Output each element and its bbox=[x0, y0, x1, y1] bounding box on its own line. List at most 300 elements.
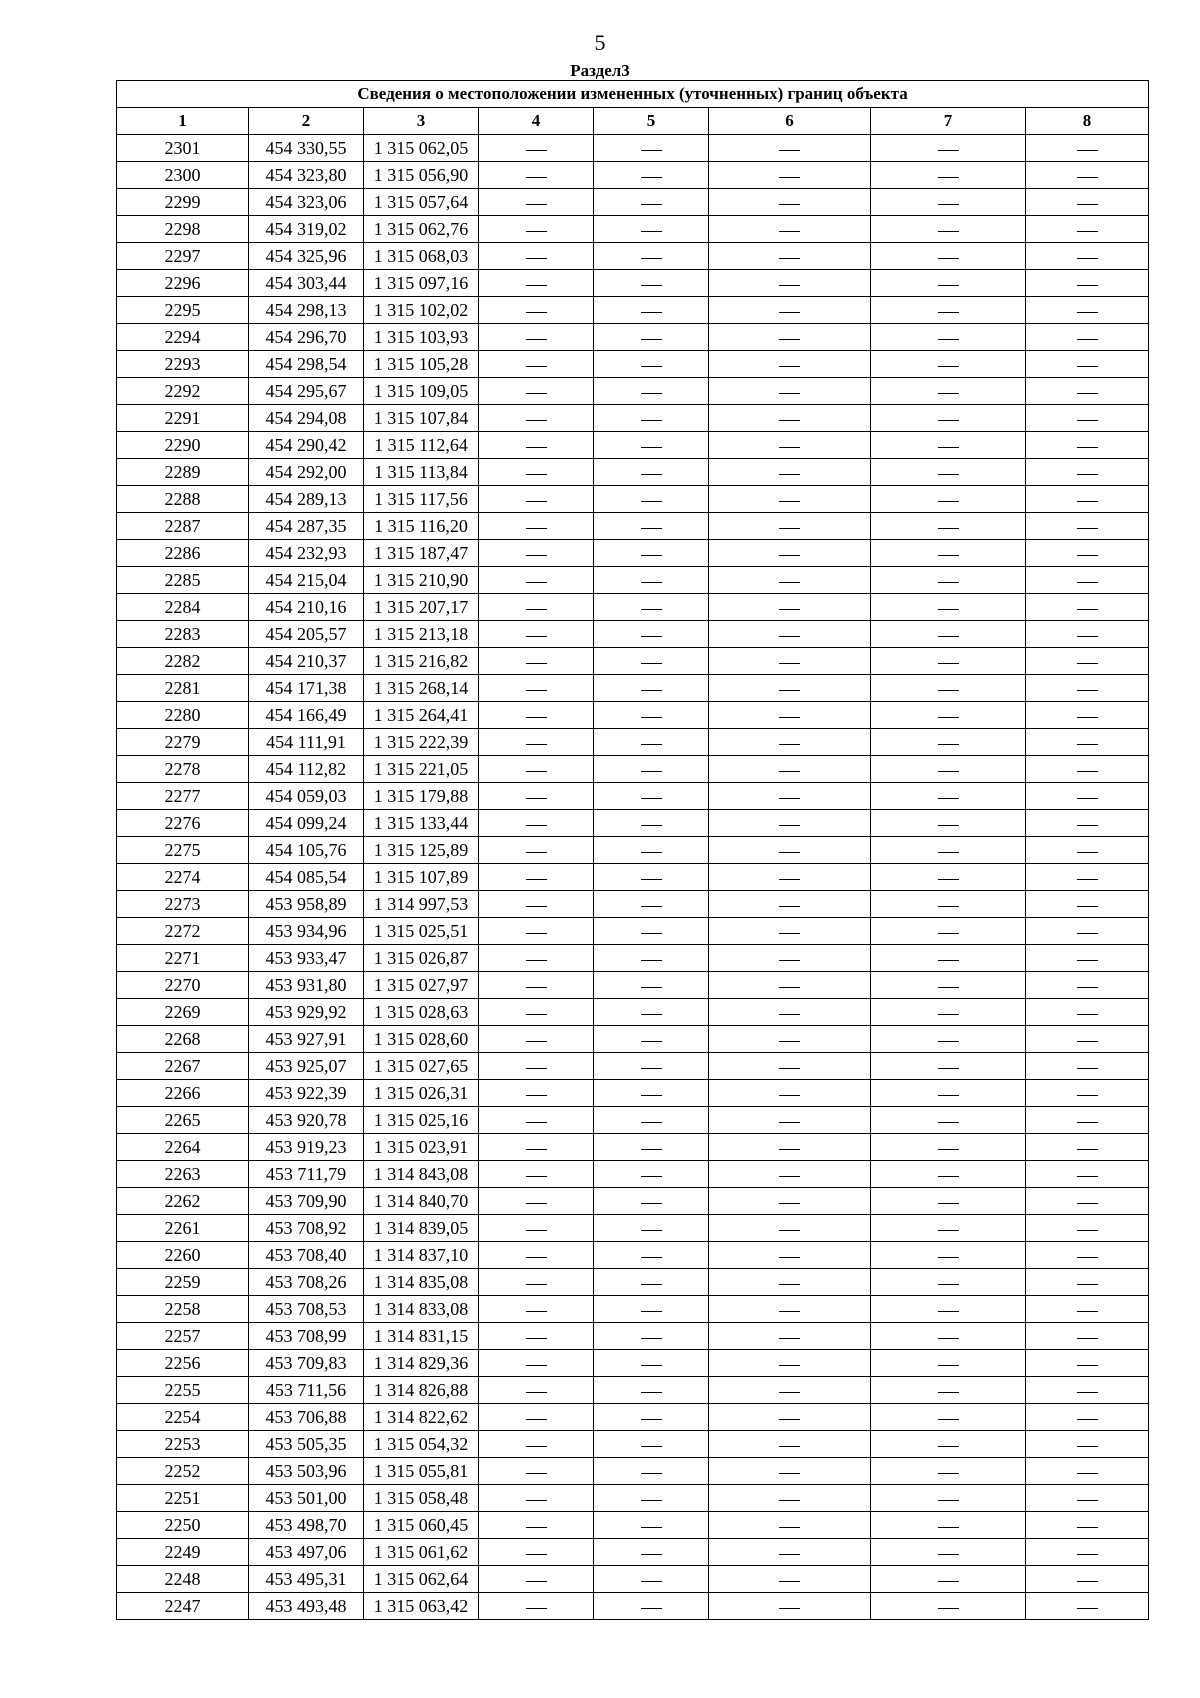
coordinate-y-cell: 1 315 103,93 bbox=[364, 324, 479, 351]
coordinate-x-cell: 453 920,78 bbox=[249, 1107, 364, 1134]
empty-dash bbox=[779, 312, 800, 313]
empty-value-cell bbox=[871, 1215, 1026, 1242]
empty-dash bbox=[526, 1068, 547, 1069]
empty-value-cell bbox=[1026, 648, 1149, 675]
empty-value-cell bbox=[871, 189, 1026, 216]
empty-dash bbox=[779, 1446, 800, 1447]
empty-value-cell bbox=[594, 1485, 709, 1512]
coordinate-x-cell: 454 325,96 bbox=[249, 243, 364, 270]
empty-value-cell bbox=[479, 594, 594, 621]
coordinate-y-cell: 1 315 109,05 bbox=[364, 378, 479, 405]
coordinate-y-cell: 1 315 055,81 bbox=[364, 1458, 479, 1485]
empty-dash bbox=[1077, 960, 1098, 961]
point-number-cell: 2272 bbox=[117, 918, 249, 945]
empty-dash bbox=[779, 960, 800, 961]
empty-value-cell bbox=[479, 810, 594, 837]
empty-dash bbox=[1077, 987, 1098, 988]
empty-dash bbox=[1077, 609, 1098, 610]
empty-value-cell bbox=[1026, 972, 1149, 999]
empty-dash bbox=[1077, 582, 1098, 583]
empty-value-cell bbox=[709, 1512, 871, 1539]
coordinate-y-cell: 1 315 068,03 bbox=[364, 243, 479, 270]
empty-dash bbox=[1077, 420, 1098, 421]
empty-dash bbox=[1077, 312, 1098, 313]
point-number-cell: 2291 bbox=[117, 405, 249, 432]
table-row bbox=[117, 1188, 1149, 1215]
empty-dash bbox=[1077, 177, 1098, 178]
empty-value-cell bbox=[479, 1080, 594, 1107]
empty-dash bbox=[938, 231, 959, 232]
empty-dash bbox=[526, 258, 547, 259]
empty-dash bbox=[779, 1095, 800, 1096]
empty-value-cell bbox=[1026, 189, 1149, 216]
empty-value-cell bbox=[709, 1539, 871, 1566]
coordinate-y-cell: 1 315 025,51 bbox=[364, 918, 479, 945]
empty-dash bbox=[1077, 150, 1098, 151]
empty-dash bbox=[938, 582, 959, 583]
empty-dash bbox=[526, 987, 547, 988]
empty-dash bbox=[526, 582, 547, 583]
empty-dash bbox=[938, 717, 959, 718]
coordinate-y-cell: 1 315 023,91 bbox=[364, 1134, 479, 1161]
table-row bbox=[117, 189, 1149, 216]
empty-dash bbox=[779, 1041, 800, 1042]
coordinate-x-cell: 454 215,04 bbox=[249, 567, 364, 594]
empty-dash bbox=[1077, 1041, 1098, 1042]
point-number-cell: 2251 bbox=[117, 1485, 249, 1512]
point-number-cell: 2284 bbox=[117, 594, 249, 621]
empty-value-cell bbox=[479, 1404, 594, 1431]
point-number-cell: 2286 bbox=[117, 540, 249, 567]
coordinate-y-cell: 1 314 826,88 bbox=[364, 1377, 479, 1404]
empty-value-cell bbox=[479, 540, 594, 567]
coordinate-x-cell: 453 493,48 bbox=[249, 1593, 364, 1620]
empty-value-cell bbox=[709, 891, 871, 918]
empty-dash bbox=[779, 1527, 800, 1528]
table-row bbox=[117, 756, 1149, 783]
empty-value-cell bbox=[709, 1269, 871, 1296]
table-row bbox=[117, 864, 1149, 891]
empty-dash bbox=[1077, 1473, 1098, 1474]
table-row bbox=[117, 351, 1149, 378]
empty-dash bbox=[641, 1014, 662, 1015]
coordinate-x-cell: 454 296,70 bbox=[249, 324, 364, 351]
empty-value-cell bbox=[479, 1242, 594, 1269]
empty-dash bbox=[1077, 1311, 1098, 1312]
empty-value-cell bbox=[1026, 783, 1149, 810]
empty-value-cell bbox=[479, 216, 594, 243]
table-row bbox=[117, 1485, 1149, 1512]
empty-value-cell bbox=[1026, 1404, 1149, 1431]
empty-dash bbox=[526, 312, 547, 313]
empty-dash bbox=[938, 447, 959, 448]
coordinate-y-cell: 1 315 268,14 bbox=[364, 675, 479, 702]
empty-dash bbox=[938, 420, 959, 421]
column-header-7: 7 bbox=[871, 108, 1026, 135]
coordinate-y-cell: 1 314 843,08 bbox=[364, 1161, 479, 1188]
empty-dash bbox=[938, 1122, 959, 1123]
empty-value-cell bbox=[1026, 432, 1149, 459]
empty-dash bbox=[1077, 1392, 1098, 1393]
empty-value-cell bbox=[871, 1296, 1026, 1323]
coordinate-x-cell: 454 210,37 bbox=[249, 648, 364, 675]
empty-dash bbox=[641, 825, 662, 826]
empty-dash bbox=[641, 852, 662, 853]
empty-dash bbox=[938, 393, 959, 394]
coordinate-x-cell: 454 330,55 bbox=[249, 135, 364, 162]
point-number-cell: 2295 bbox=[117, 297, 249, 324]
empty-dash bbox=[1077, 393, 1098, 394]
empty-value-cell bbox=[479, 621, 594, 648]
empty-dash bbox=[779, 393, 800, 394]
empty-dash bbox=[526, 501, 547, 502]
coordinate-y-cell: 1 315 028,63 bbox=[364, 999, 479, 1026]
empty-value-cell bbox=[871, 243, 1026, 270]
empty-value-cell bbox=[1026, 864, 1149, 891]
column-header-6: 6 bbox=[709, 108, 871, 135]
empty-value-cell bbox=[871, 297, 1026, 324]
empty-dash bbox=[1077, 1581, 1098, 1582]
coordinate-x-cell: 454 323,06 bbox=[249, 189, 364, 216]
empty-dash bbox=[938, 609, 959, 610]
empty-value-cell bbox=[1026, 216, 1149, 243]
table-row bbox=[117, 783, 1149, 810]
empty-value-cell bbox=[709, 486, 871, 513]
empty-dash bbox=[779, 1203, 800, 1204]
empty-value-cell bbox=[709, 702, 871, 729]
empty-value-cell bbox=[1026, 1512, 1149, 1539]
empty-value-cell bbox=[479, 1485, 594, 1512]
coordinate-x-cell: 453 708,99 bbox=[249, 1323, 364, 1350]
empty-value-cell bbox=[594, 135, 709, 162]
empty-dash bbox=[779, 609, 800, 610]
empty-dash bbox=[779, 1068, 800, 1069]
empty-value-cell bbox=[594, 1161, 709, 1188]
empty-value-cell bbox=[709, 1134, 871, 1161]
empty-value-cell bbox=[479, 918, 594, 945]
coordinate-y-cell: 1 315 102,02 bbox=[364, 297, 479, 324]
point-number-cell: 2263 bbox=[117, 1161, 249, 1188]
table-row bbox=[117, 1053, 1149, 1080]
empty-value-cell bbox=[479, 1134, 594, 1161]
empty-value-cell bbox=[594, 459, 709, 486]
empty-value-cell bbox=[479, 783, 594, 810]
empty-value-cell bbox=[709, 162, 871, 189]
empty-value-cell bbox=[594, 1512, 709, 1539]
empty-dash bbox=[1077, 1419, 1098, 1420]
empty-dash bbox=[1077, 879, 1098, 880]
point-number-cell: 2282 bbox=[117, 648, 249, 675]
empty-dash bbox=[938, 1284, 959, 1285]
coordinate-x-cell: 454 099,24 bbox=[249, 810, 364, 837]
point-number-cell: 2293 bbox=[117, 351, 249, 378]
empty-value-cell bbox=[1026, 270, 1149, 297]
table-row bbox=[117, 837, 1149, 864]
empty-dash bbox=[938, 744, 959, 745]
empty-value-cell bbox=[594, 189, 709, 216]
empty-value-cell bbox=[479, 1296, 594, 1323]
table-row bbox=[117, 1134, 1149, 1161]
table-row bbox=[117, 513, 1149, 540]
empty-dash bbox=[779, 1473, 800, 1474]
empty-value-cell bbox=[479, 270, 594, 297]
empty-value-cell bbox=[709, 945, 871, 972]
empty-dash bbox=[1077, 1500, 1098, 1501]
empty-dash bbox=[641, 1608, 662, 1609]
coordinate-x-cell: 453 503,96 bbox=[249, 1458, 364, 1485]
empty-dash bbox=[779, 1230, 800, 1231]
coordinate-y-cell: 1 314 831,15 bbox=[364, 1323, 479, 1350]
empty-value-cell bbox=[1026, 405, 1149, 432]
empty-dash bbox=[526, 1554, 547, 1555]
empty-dash bbox=[938, 987, 959, 988]
empty-dash bbox=[526, 1095, 547, 1096]
empty-dash bbox=[938, 1608, 959, 1609]
empty-value-cell bbox=[871, 1161, 1026, 1188]
table-row bbox=[117, 729, 1149, 756]
empty-value-cell bbox=[594, 1269, 709, 1296]
point-number-cell: 2257 bbox=[117, 1323, 249, 1350]
empty-value-cell bbox=[594, 594, 709, 621]
point-number-cell: 2247 bbox=[117, 1593, 249, 1620]
empty-value-cell bbox=[1026, 1242, 1149, 1269]
empty-dash bbox=[526, 663, 547, 664]
empty-dash bbox=[641, 744, 662, 745]
empty-value-cell bbox=[479, 1107, 594, 1134]
empty-dash bbox=[1077, 204, 1098, 205]
empty-value-cell bbox=[871, 1431, 1026, 1458]
empty-value-cell bbox=[709, 243, 871, 270]
point-number-cell: 2262 bbox=[117, 1188, 249, 1215]
empty-dash bbox=[779, 339, 800, 340]
coordinate-y-cell: 1 315 025,16 bbox=[364, 1107, 479, 1134]
empty-dash bbox=[779, 906, 800, 907]
point-number-cell: 2269 bbox=[117, 999, 249, 1026]
empty-value-cell bbox=[479, 297, 594, 324]
table-header-row bbox=[117, 108, 1149, 135]
coordinate-x-cell: 453 711,56 bbox=[249, 1377, 364, 1404]
table-row bbox=[117, 1539, 1149, 1566]
empty-dash bbox=[779, 663, 800, 664]
empty-value-cell bbox=[479, 1026, 594, 1053]
empty-value-cell bbox=[1026, 243, 1149, 270]
empty-value-cell bbox=[709, 729, 871, 756]
empty-value-cell bbox=[594, 891, 709, 918]
empty-value-cell bbox=[594, 297, 709, 324]
empty-value-cell bbox=[1026, 567, 1149, 594]
empty-value-cell bbox=[709, 189, 871, 216]
empty-value-cell bbox=[594, 675, 709, 702]
empty-dash bbox=[641, 1581, 662, 1582]
empty-value-cell bbox=[709, 1404, 871, 1431]
empty-value-cell bbox=[871, 1566, 1026, 1593]
empty-dash bbox=[526, 1203, 547, 1204]
coordinate-x-cell: 454 290,42 bbox=[249, 432, 364, 459]
empty-value-cell bbox=[1026, 297, 1149, 324]
empty-dash bbox=[641, 690, 662, 691]
empty-dash bbox=[526, 609, 547, 610]
coordinate-y-cell: 1 315 105,28 bbox=[364, 351, 479, 378]
table-row bbox=[117, 243, 1149, 270]
empty-value-cell bbox=[871, 1404, 1026, 1431]
coordinate-y-cell: 1 315 061,62 bbox=[364, 1539, 479, 1566]
empty-dash bbox=[779, 1608, 800, 1609]
empty-value-cell bbox=[1026, 1377, 1149, 1404]
empty-value-cell bbox=[871, 378, 1026, 405]
coordinate-x-cell: 453 919,23 bbox=[249, 1134, 364, 1161]
table-row bbox=[117, 675, 1149, 702]
empty-value-cell bbox=[709, 1593, 871, 1620]
empty-dash bbox=[1077, 1176, 1098, 1177]
empty-value-cell bbox=[871, 729, 1026, 756]
point-number-cell: 2296 bbox=[117, 270, 249, 297]
empty-dash bbox=[779, 636, 800, 637]
point-number-cell: 2258 bbox=[117, 1296, 249, 1323]
empty-dash bbox=[641, 582, 662, 583]
empty-dash bbox=[938, 1446, 959, 1447]
empty-value-cell bbox=[479, 513, 594, 540]
empty-value-cell bbox=[479, 1458, 594, 1485]
table-row bbox=[117, 918, 1149, 945]
coordinate-y-cell: 1 315 026,87 bbox=[364, 945, 479, 972]
empty-dash bbox=[779, 798, 800, 799]
empty-dash bbox=[938, 501, 959, 502]
empty-value-cell bbox=[1026, 1458, 1149, 1485]
empty-value-cell bbox=[479, 1512, 594, 1539]
empty-value-cell bbox=[709, 135, 871, 162]
coordinate-x-cell: 453 501,00 bbox=[249, 1485, 364, 1512]
empty-dash bbox=[526, 420, 547, 421]
empty-value-cell bbox=[709, 1485, 871, 1512]
empty-dash bbox=[526, 447, 547, 448]
empty-value-cell bbox=[594, 1296, 709, 1323]
empty-dash bbox=[1077, 1230, 1098, 1231]
empty-value-cell bbox=[594, 432, 709, 459]
empty-value-cell bbox=[479, 1566, 594, 1593]
empty-value-cell bbox=[709, 621, 871, 648]
empty-dash bbox=[641, 420, 662, 421]
point-number-cell: 2249 bbox=[117, 1539, 249, 1566]
empty-dash bbox=[526, 1392, 547, 1393]
empty-dash bbox=[641, 1230, 662, 1231]
coordinate-x-cell: 453 927,91 bbox=[249, 1026, 364, 1053]
coordinate-y-cell: 1 315 028,60 bbox=[364, 1026, 479, 1053]
empty-dash bbox=[938, 1149, 959, 1150]
empty-value-cell bbox=[594, 1080, 709, 1107]
empty-dash bbox=[641, 312, 662, 313]
empty-dash bbox=[526, 1284, 547, 1285]
empty-dash bbox=[938, 1500, 959, 1501]
empty-value-cell bbox=[871, 162, 1026, 189]
empty-value-cell bbox=[479, 459, 594, 486]
point-number-cell: 2288 bbox=[117, 486, 249, 513]
point-number-cell: 2283 bbox=[117, 621, 249, 648]
table-row bbox=[117, 378, 1149, 405]
table-row bbox=[117, 1242, 1149, 1269]
empty-dash bbox=[526, 1257, 547, 1258]
coordinate-x-cell: 454 166,49 bbox=[249, 702, 364, 729]
empty-value-cell bbox=[479, 1161, 594, 1188]
coordinate-x-cell: 453 934,96 bbox=[249, 918, 364, 945]
empty-value-cell bbox=[871, 405, 1026, 432]
empty-dash bbox=[641, 987, 662, 988]
empty-dash bbox=[641, 393, 662, 394]
empty-dash bbox=[1077, 258, 1098, 259]
empty-dash bbox=[641, 339, 662, 340]
empty-dash bbox=[1077, 555, 1098, 556]
empty-dash bbox=[779, 879, 800, 880]
empty-dash bbox=[641, 555, 662, 556]
empty-value-cell bbox=[871, 1080, 1026, 1107]
table-row bbox=[117, 1431, 1149, 1458]
empty-value-cell bbox=[594, 1377, 709, 1404]
empty-value-cell bbox=[594, 999, 709, 1026]
empty-value-cell bbox=[709, 513, 871, 540]
point-number-cell: 2298 bbox=[117, 216, 249, 243]
table-row bbox=[117, 405, 1149, 432]
coordinate-y-cell: 1 315 264,41 bbox=[364, 702, 479, 729]
table-row bbox=[117, 1323, 1149, 1350]
empty-value-cell bbox=[479, 702, 594, 729]
table-row bbox=[117, 1566, 1149, 1593]
empty-dash bbox=[526, 366, 547, 367]
empty-value-cell bbox=[479, 972, 594, 999]
empty-dash bbox=[938, 1203, 959, 1204]
empty-value-cell bbox=[479, 1377, 594, 1404]
empty-dash bbox=[1077, 1122, 1098, 1123]
empty-value-cell bbox=[871, 594, 1026, 621]
table-row bbox=[117, 1377, 1149, 1404]
empty-value-cell bbox=[709, 1323, 871, 1350]
empty-value-cell bbox=[1026, 810, 1149, 837]
empty-dash bbox=[526, 1230, 547, 1231]
empty-value-cell bbox=[709, 918, 871, 945]
empty-value-cell bbox=[709, 810, 871, 837]
empty-value-cell bbox=[1026, 1593, 1149, 1620]
empty-value-cell bbox=[479, 756, 594, 783]
empty-dash bbox=[641, 285, 662, 286]
empty-dash bbox=[779, 1014, 800, 1015]
coordinate-y-cell: 1 315 062,64 bbox=[364, 1566, 479, 1593]
empty-value-cell bbox=[871, 567, 1026, 594]
empty-dash bbox=[526, 1149, 547, 1150]
coordinate-x-cell: 454 292,00 bbox=[249, 459, 364, 486]
point-number-cell: 2256 bbox=[117, 1350, 249, 1377]
empty-dash bbox=[1077, 825, 1098, 826]
empty-dash bbox=[779, 474, 800, 475]
empty-value-cell bbox=[594, 351, 709, 378]
empty-dash bbox=[779, 1500, 800, 1501]
table-row bbox=[117, 459, 1149, 486]
coordinate-y-cell: 1 315 187,47 bbox=[364, 540, 479, 567]
empty-dash bbox=[641, 960, 662, 961]
table-row bbox=[117, 1080, 1149, 1107]
empty-value-cell bbox=[1026, 486, 1149, 513]
empty-dash bbox=[1077, 1095, 1098, 1096]
empty-value-cell bbox=[1026, 459, 1149, 486]
empty-value-cell bbox=[594, 945, 709, 972]
table-row bbox=[117, 945, 1149, 972]
coordinate-y-cell: 1 315 112,64 bbox=[364, 432, 479, 459]
empty-dash bbox=[779, 744, 800, 745]
empty-dash bbox=[779, 1257, 800, 1258]
empty-value-cell bbox=[479, 891, 594, 918]
point-number-cell: 2276 bbox=[117, 810, 249, 837]
table-row bbox=[117, 1458, 1149, 1485]
coordinate-x-cell: 454 298,13 bbox=[249, 297, 364, 324]
point-number-cell: 2279 bbox=[117, 729, 249, 756]
empty-value-cell bbox=[871, 1269, 1026, 1296]
